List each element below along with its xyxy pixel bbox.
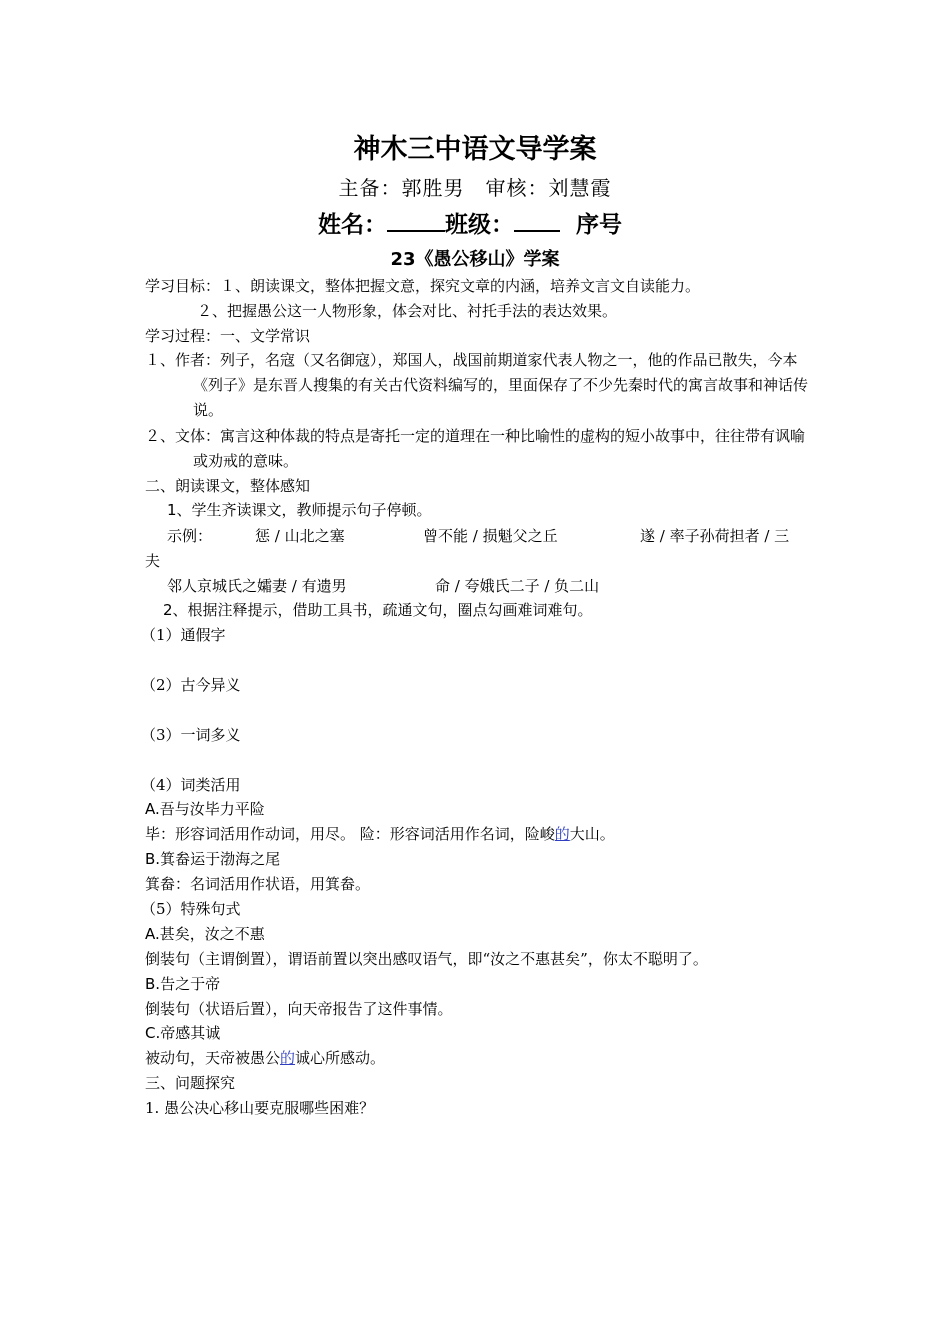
- sub-heading-5: （5）特殊句式: [141, 900, 241, 918]
- example-2: 曾不能 / 损魁父之丘: [423, 527, 558, 545]
- goal-line-1: 学习目标：１、朗读课文，整体把握文意，探究文章的内涵，培养文言文自读能力。: [145, 277, 701, 295]
- a1-note-link[interactable]: 的: [554, 825, 570, 843]
- example-b2-note: 倒装句（状语后置），向天帝报告了这件事情。: [145, 1000, 453, 1018]
- sub-heading-1: （1）通假字: [141, 626, 226, 644]
- editor-line: 主备：郭胜男 审核：刘慧霞: [338, 176, 612, 200]
- example-4: 邻人京城氏之孀妻 / 有遗男: [167, 577, 347, 595]
- example-b1: [145, 849, 280, 869]
- student-info-row: [318, 208, 622, 241]
- example-a2: [145, 924, 265, 944]
- example-c2-label: C.: [145, 1024, 161, 1042]
- class-label: 班级：: [445, 212, 514, 238]
- example-a1-note: [145, 824, 615, 844]
- a1-note-text: 毕：形容词活用作动词，用尽。 险：形容词活用作名词，险峻: [145, 825, 555, 843]
- example-b1-text: 箕畚运于渤海之尾: [160, 850, 281, 868]
- example-b1-note: 箕畚：名词活用作状语，用箕畚。: [145, 875, 371, 893]
- process-heading: 学习过程：一、文学常识: [145, 327, 311, 345]
- author-text: １、作者：列子，名寇（又名御寇），郑国人，战国前期道家代表人物之一，他的作品已散失，今本《列子》是东晋人搜集的有关古代资料编写的，里面保存了不少先秦时代的寓言故事和神话传说。: [145, 351, 809, 419]
- example-a2-note: 倒装句（主谓倒置），谓语前置以突出感叹语气，即“汝之不惠甚矣”，你太不聪明了。: [145, 950, 708, 968]
- example-b2-label: B.: [145, 975, 161, 993]
- example-a1-text: 吾与汝毕力平险: [159, 800, 265, 818]
- goal-line-2: ２、把握愚公这一人物形象，体会对比、衬托手法的表达效果。: [197, 302, 618, 320]
- example-c2-note: [145, 1048, 385, 1068]
- class-blank: [514, 208, 560, 232]
- name-label: 姓名：: [318, 212, 387, 238]
- example-3-continued: 夫: [145, 552, 161, 570]
- c2-note-text: 被动句，天帝被愚公: [145, 1049, 281, 1067]
- example-a1: [145, 799, 265, 819]
- example-b2-text: 告之于帝: [160, 975, 221, 993]
- example-b1-label: B.: [145, 850, 161, 868]
- example-a1-label: A.: [145, 800, 160, 818]
- item2-text: 2、根据注释提示，借助工具书，疏通文句，圈点勾画难词难句。: [163, 601, 593, 619]
- genre-paragraph: [145, 424, 810, 474]
- item1-text: 1、学生齐读课文，教师提示句子停顿。: [167, 501, 432, 519]
- example-a2-label: A.: [145, 925, 160, 943]
- name-blank: [387, 208, 445, 232]
- c2-note-end: 诚心所感动。: [295, 1049, 386, 1067]
- author-paragraph: [145, 348, 810, 423]
- sub-heading-3: （3）一词多义: [141, 726, 241, 744]
- genre-text: ２、文体：寓言这种体裁的特点是寄托一定的道理在一种比喻性的虚构的短小故事中，往往带有讽喻或劝戒的意味。: [145, 427, 806, 470]
- sub-heading-2: （2）古今异义: [141, 676, 241, 694]
- sub-heading-4: （4）词类活用: [141, 776, 241, 794]
- example-5: 命 / 夸娥氏二子 / 负二山: [435, 577, 600, 595]
- page-title: 神木三中语文导学案: [353, 134, 597, 165]
- a1-note-end: 大山。: [569, 825, 615, 843]
- example-a2-text: 甚矣，汝之不惠: [159, 925, 265, 943]
- seq-label: 序号: [576, 212, 622, 238]
- example-c2: [145, 1023, 220, 1043]
- lesson-title: 23《愚公移山》学案: [390, 249, 560, 270]
- section2-heading: 二、朗读课文，整体感知: [145, 477, 311, 495]
- example-label: 示例：: [167, 527, 213, 545]
- example-1: 惩 / 山北之塞: [255, 527, 345, 545]
- question-1: 1. 愚公决心移山要克服哪些困难？: [145, 1099, 375, 1117]
- c2-note-link[interactable]: 的: [280, 1049, 296, 1067]
- example-3: 遂 / 率子孙荷担者 / 三: [640, 527, 790, 545]
- section3-heading: 三、问题探究: [145, 1074, 236, 1092]
- example-c2-text: 帝感其诚: [160, 1024, 221, 1042]
- example-b2: [145, 974, 220, 994]
